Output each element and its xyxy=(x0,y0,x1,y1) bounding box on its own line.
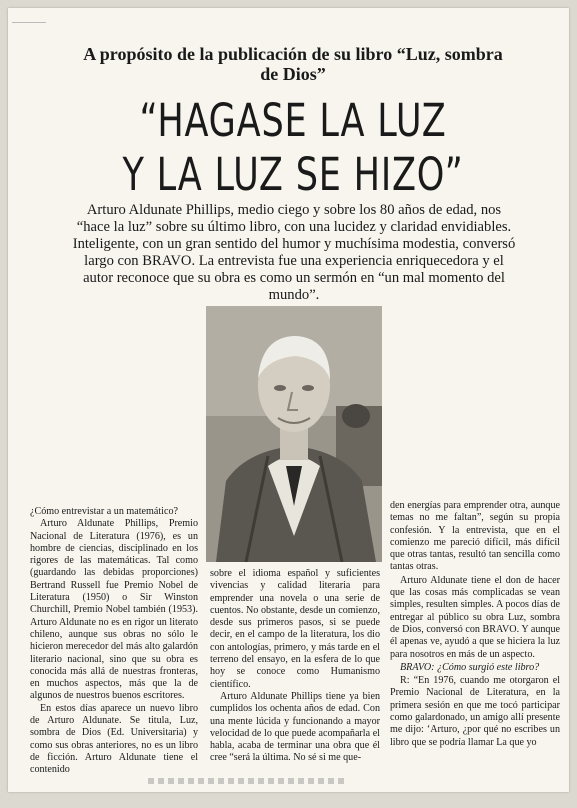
portrait-illustration xyxy=(206,306,382,562)
headline-line-1: “HAGASE LA LUZ xyxy=(139,94,447,147)
scan-edge-mark xyxy=(12,12,46,23)
kicker-subtitle: A propósito de la publicación de su libro “Luz, sombra de Dios” xyxy=(83,44,503,84)
lead-paragraph: Arturo Aldunate Phillips, medio ciego y sobre los 80 años de edad, nos “hace la luz” sobre su último libro, con una lucidez y claridad envidiables. Inteligente, con un gran sentido del humor y muchísima modestia, conversó largo con BRAVO. La entrevista fue una experiencia enriquecedora y el autor reconoce que su obra es como un sermón en “un mal momento del mundo”. xyxy=(72,202,516,303)
article-column-2 xyxy=(210,568,380,765)
column-paragraph: sobre el idioma español y suficientes vivencias y calidad literaria para emprender una novela o una serie de cuentos. No obstante, desde un comienzo, desde sus primeros pasos, si se puede decir, en el campo de la literatura, los dio con antologías, primero, y más tarde en el terreno del ensayo, en la esfera de lo que hoy se conoce como Humanismo científico. xyxy=(210,568,380,690)
author-portrait-photo xyxy=(206,306,382,562)
footer-rule xyxy=(148,778,348,784)
column-paragraph: Arturo Aldunate Phillips, Premio Nacional de Literatura (1976), es un hombre de ciencias, disciplinado en los rigores de las matemáticas. Tal como (guardando las debidas proporciones) Bertrand Russell fue Premio Nobel de Literatura (1950) o Sir Winston Churchill, Premio Nobel también (1953). Arturo Aldunate no es en rigor un literato chileno, aunque sus obras no sólo le hicieron merecedor del más alto galardón literario nacional, sino que su obra es conocida más allá de nuestras fronteras, en muchos aspectos, más que la de algunos de nuestros buenos escritores. xyxy=(30,518,198,702)
interview-question: BRAVO: ¿Cómo surgió este libro? xyxy=(400,661,540,673)
article-column-1 xyxy=(30,506,198,777)
column-paragraph: Arturo Aldunate Phillips tiene ya bien cumplidos los ochenta años de edad. Con una mente lúcida y funcionando a mayor velocidad de lo que puede acompañarla el habla, acaba de terminar una obra que él cree “será la última. No sé si me que- xyxy=(210,690,380,764)
column-paragraph: R: “En 1976, cuando me otorgaron el Premio Nacional de Literatura, en la primera sesión en que me tocó participar como galardonado, un amigo allí presente me dijo: ‘Arturo, ¿por qué no escribes un libro que se podría llamar La que yo xyxy=(390,675,560,748)
magazine-page xyxy=(8,8,569,792)
column-paragraph: den energías para emprender otra, aunque temas no me faltan”, según su propia confesión. Y la entrevista, que en el comienzo me pareció difícil, más difícil que otras tantas, resultó tan sencilla como tantas otras. xyxy=(390,500,560,573)
headline xyxy=(86,94,499,202)
article-column-3 xyxy=(390,500,560,750)
headline-line-2: Y LA LUZ SE HIZO” xyxy=(122,148,464,201)
column-paragraph: Arturo Aldunate tiene el don de hacer que las cosas más complicadas se vean simples, resulten simples. A pocos días de entregar al público su obra Luz, sombra de Dios, conversó con BRAVO. Y aunque él apenas ve, ayudó a que se hiciera la luz para nosotros en más de un aspecto. xyxy=(390,574,560,660)
column-paragraph: En estos días aparece un nuevo libro de Arturo Aldunate. Se titula, Luz, sombra de Dios (Ed. Universitaria) y como sus obras anteriores, no es un libro de ficción. Arturo Aldunate tiene el contenido xyxy=(30,702,198,776)
column-paragraph: ¿Cómo entrevistar a un matemático? xyxy=(30,506,178,517)
